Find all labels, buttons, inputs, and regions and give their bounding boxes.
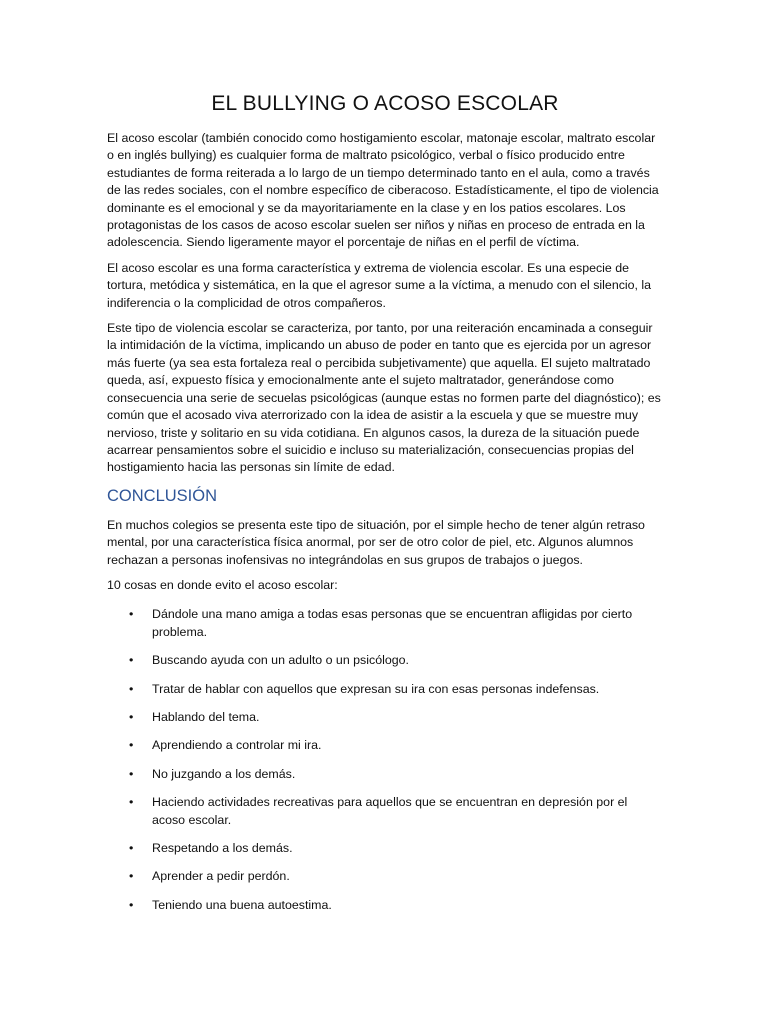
list-item-text: Aprendiendo a controlar mi ira. [152, 738, 322, 753]
list-item [107, 709, 663, 726]
list-item-text: Buscando ayuda con un adulto o un psicólogo. [152, 653, 409, 668]
list-item-text: Tratar de hablar con aquellos que expresan su ira con esas personas indefensas. [152, 681, 600, 696]
list-item [107, 840, 663, 857]
paragraph-intro: El acoso escolar (también conocido como hostigamiento escolar, matonaje escolar, maltrato escolar o en inglés bullying) es cualquier forma de maltrato psicológico, verbal o físico producido entre estudiantes de forma reiterada a lo largo de un tiempo determinado tanto en el aula, como a través de las redes sociales, con el nombre específico de ciberacoso. Estadísticamente, el tipo de violencia dominante es el emocional y se da mayoritariamente en la clase y en los patios escolares. Los protagonistas de los casos de acoso escolar suelen ser niños y niñas en proceso de entrada en la adolescencia. Siendo ligeramente mayor el porcentaje de niñas en el perfil de víctima. [107, 131, 659, 250]
document-body [107, 92, 663, 925]
paragraph-conclusion: En muchos colegios se presenta este tipo de situación, por el simple hecho de tener algún retraso mental, por una característica física anormal, por ser de otro color de piel, etc. Algunos alumnos rechazan a personas inofensivas no integrándolas en sus grupos de trabajos o juegos. [107, 517, 645, 567]
section-title-conclusion: CONCLUSIÓN [107, 486, 218, 505]
list-item [107, 868, 663, 885]
list-item-text: No juzgando a los demás. [152, 766, 296, 781]
list-item-text: Respetando a los demás. [152, 841, 293, 855]
paragraph-definition: El acoso escolar es una forma característica y extrema de violencia escolar. Es una especie de tortura, metódica y sistemática, en la que el agresor sume a la víctima, a menudo con el silencio, la indiferencia o la complicidad de otros compañeros. [107, 260, 652, 310]
list-item [107, 897, 663, 914]
bullet-icon: • [129, 766, 134, 781]
list-item-text: Teniendo una buena autoestima. [152, 897, 332, 912]
list-intro: 10 cosas en donde evito el acoso escolar: [107, 577, 338, 592]
list-item [107, 681, 663, 698]
list-item [107, 794, 663, 829]
list-item-text: Dándole una mano amiga a todas esas personas que se encuentran afligidas por cierto problema. [152, 607, 633, 639]
bullet-icon: • [129, 709, 134, 724]
document-title: EL BULLYING O ACOSO ESCOLAR [211, 92, 559, 115]
bullet-icon: • [129, 897, 134, 912]
bullet-icon: • [129, 681, 134, 696]
list-item-text: Hablando del tema. [152, 709, 260, 724]
bullet-icon: • [129, 738, 134, 753]
list-item [107, 737, 663, 754]
bullet-icon: • [129, 841, 134, 855]
list-item [107, 606, 663, 641]
list-item [107, 766, 663, 783]
list-item-text: Haciendo actividades recreativas para aquellos que se encuentran en depresión por el acoso escolar. [152, 795, 628, 827]
bullet-icon: • [129, 653, 134, 668]
bullet-icon: • [129, 869, 134, 884]
paragraph-characteristics: Este tipo de violencia escolar se caracteriza, por tanto, por una reiteración encaminada a conseguir la intimidación de la víctima, implicando un abuso de poder en tanto que es ejercida por un agresor más fuerte (ya sea esta fortaleza real o percibida subjetivamente) que aquella. El sujeto maltratado queda, así, expuesto física y emocionalmente ante el sujeto maltratador, generándose como consecuencia una serie de secuelas psicológicas (aunque estas no formen parte del diagnóstico); es común que el acosado viva aterrorizado con la idea de asistir a la escuela y que se muestre muy nervioso, triste y solitario en su vida cotidiana. En algunos casos, la dureza de la situación puede acarrear pensamientos sobre el suicidio e incluso su materialización, consecuencias propias del hostigamiento hacia las personas sin límite de edad. [107, 321, 661, 475]
list-item [107, 652, 663, 669]
list-item-text: Aprender a pedir perdón. [152, 869, 290, 884]
bullet-icon: • [129, 795, 134, 810]
prevention-list [107, 606, 663, 914]
bullet-icon: • [129, 607, 134, 622]
